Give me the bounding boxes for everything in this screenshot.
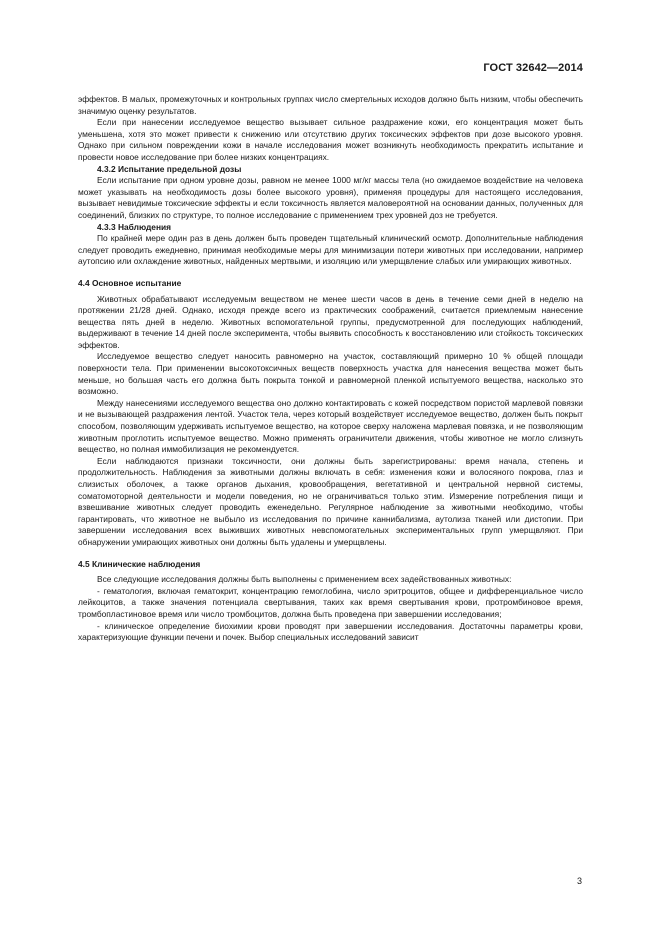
section-heading-4-5: 4.5 Клинические наблюдения [78,558,201,569]
paragraph: Между нанесениями исследуемого вещества оно должно контактировать с кожей посредством пористой марлевой повязки и не вызывающей раздражения лентой. Участок тела, через который воздействует исследуемое вещество, должен быть покрыт способом, позволяющим удерживать испытуемое вещество, на которое сверху наложена марлевая повязка, и не позволяющим животным проглотить испытуемое вещество. Можно применять ограничители движения, чтобы животное не могло слизнуть вещество, но полная иммобилизация не рекомендуется. [78,397,583,455]
paragraph: Исследуемое вещество следует наносить равномерно на участок, составляющий примерно 10 % общей площади поверхности тела. При применении высокотоксичных веществ поверхность участка для нанесения вещества может быть меньше, но большая часть его должна быть покрыта тонкой и равномерной пленкой испытуемого вещества, насколько это возможно. [78,351,583,397]
paragraph: Если при нанесении исследуемое вещество вызывает сильное раздражение кожи, его концентрация может быть уменьшена, хотя это может привести к снижению или отсутствию других токсических эффектов при дозе высокого уровня. Однако при сильном повреждении кожи в начале исследования может возникнуть необходимость прекратить испытание и провести новое исследование при более низких концентрациях. [78,117,583,162]
document-body [78,94,583,644]
list-item: - клиническое определение биохимии крови проводят при завершении исследования. Достаточны параметры крови, характеризующие функции печени и почек. Выбор специальных исследований зависит [78,620,583,643]
page-number: 3 [576,876,582,886]
paragraph: Животных обрабатывают исследуемым веществом не менее шести часов в день в течение семи дней в неделю на протяжении 21/28 дней. Однако, исходя прежде всего из практических соображений, считается приемлемым нанесение вещества пять дней в неделю. Животных вспомогательной группы, предусмотренной для последующих наблюдений, выдерживают в течение 14 дней после эксперимента, чтобы выявить способность к восстановлению или стойкость токсических эффектов. [78,293,583,350]
paragraph: Если испытание при одном уровне дозы, равном не менее 1000 мг/кг массы тела (но ожидаемое воздействие на человека может указывать на необходимость дозы более высокого уровня), применяя процедуры для настоящего исследования, вызывает невидимые токсические эффекты и если токсичность является маловероятной на основании данных, полученных для соединений, близких по структуре, то полное исследование с применением трех уровней доз не требуется. [78,175,583,220]
standard-code-header: ГОСТ 32642—2014 [483,62,583,74]
section-heading-4-3-3: 4.3.3 Наблюдения [97,221,172,232]
section-heading-4-4: 4.4 Основное испытание [78,277,182,288]
paragraph: эффектов. В малых, промежуточных и контрольных группах число смертельных исходов должно быть низким, чтобы обеспечить значимую оценку результатов. [78,94,583,116]
section-heading-4-3-2: 4.3.2 Испытание предельной дозы [97,163,242,174]
paragraph: Все следующие исследования должны быть выполнены с применением всех задействованных животных: [97,574,512,585]
paragraph: Если наблюдаются признаки токсичности, они должны быть зарегистрированы: время начала, степень и продолжительность. Наблюдения за животными должны включать в себя: изменения кожи и волосяного покрова, глаз и слизистых оболочек, а также органов дыхания, кровообращения, вегетативной и центральной нервной системы, соматомоторной деятельности и модели поведения, но не ограничиваться только этим. Измерение потребления пищи и взвешивание животных следует проводить еженедельно. Регулярное наблюдение за животными необходимо, чтобы гарантировать, что животное не выбыло из исследования по причине каннибализма, аутолиза тканей или дистопии. При завершении исследования всех выживших животных невспомогательных экспериментальных групп умерщвляют. При обнаружении умирающих животных они должны быть удалены и умерщвлены. [78,455,583,547]
list-item: - гематология, включая гематокрит, концентрацию гемоглобина, число эритроцитов, общее и дифференциальное число лейкоцитов, а также значения потенциала свертывания, таких как время свертывания крови, протромбиновое время, тромбопластиновое время или число тромбоцитов, должна быть проведена при завершении исследования; [78,585,583,619]
paragraph: По крайней мере один раз в день должен быть проведен тщательный клинический осмотр. Дополнительные наблюдения следует проводить ежедневно, принимая необходимые меры для минимизации потери животных при исследовании, например аутопсию или охлаждение животных, найденных мертвыми, и изоляцию или умерщвление слабых или умирающих животных. [78,233,583,267]
